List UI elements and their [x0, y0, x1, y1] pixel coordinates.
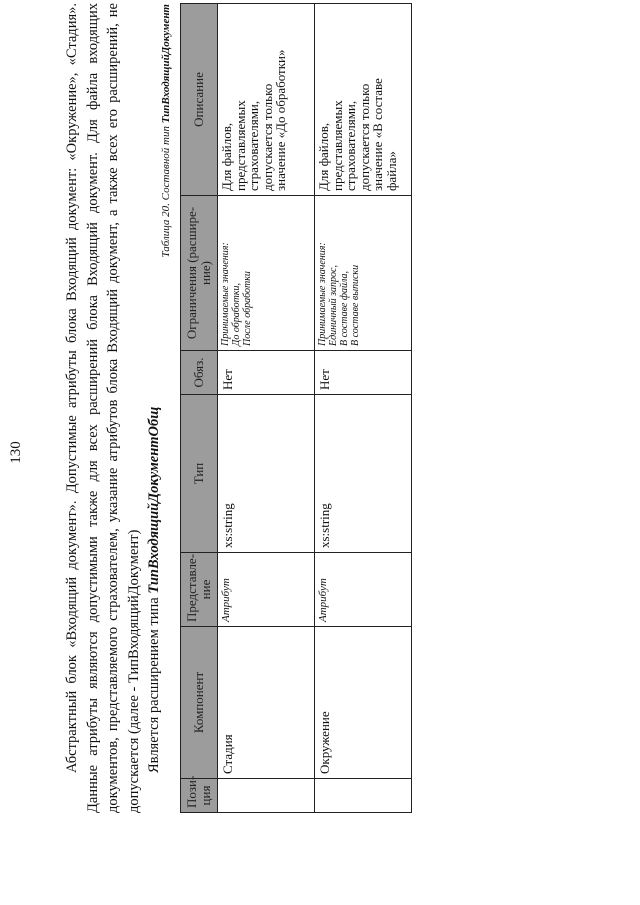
table-caption-prefix: Таблица 20. Составной тип — [160, 126, 172, 258]
cell-description — [218, 4, 315, 196]
cell-type: xs:string — [218, 395, 315, 553]
restriction-line: В составе файла, — [339, 271, 350, 346]
page-number: 130 — [8, 441, 24, 464]
description-line: страхователями, — [343, 100, 358, 191]
description-line: Для файлов, — [316, 122, 331, 191]
cell-restrictions — [315, 196, 412, 351]
intro-paragraph: Абстрактный блок «Входящий документ». Допустимые атрибуты блока Входящий документ: «Окружение», «Стадия». Данные атрибуты являются допустимыми также для всех расширений блока Входящий документ. Для файла входящих документов, представляемого страхователем, указание атрибутов блока Входящий документ, а также всех его расширений, не допускается (далее - ТипВходящийДокумент) — [64, 3, 142, 813]
header-required: Обяз. — [181, 351, 218, 395]
restriction-line: В составе выписки — [350, 264, 361, 346]
cell-restrictions — [218, 196, 315, 351]
cell-representation: Атрибут — [315, 553, 412, 627]
cell-component: Стадия — [218, 627, 315, 779]
header-restrictions: Ограничения (расшире-ние) — [181, 196, 218, 351]
cell-position — [315, 779, 412, 813]
header-representation: Представле-ние — [181, 553, 218, 627]
cell-required: Нет — [315, 351, 412, 395]
extension-prefix: Является расширением типа — [146, 597, 162, 773]
description-line: Для файлов, — [219, 122, 234, 191]
table-header-row — [181, 4, 218, 813]
restriction-line: Принимаемые значения: — [220, 242, 231, 346]
description-line: допускается только — [259, 83, 275, 191]
table-caption-type-name: ТипВходящийДокумент — [160, 4, 172, 124]
description-line: представляемых — [329, 100, 345, 191]
description-line: допускается только — [356, 83, 372, 191]
cell-type: xs:string — [315, 395, 412, 553]
table-row — [315, 4, 412, 813]
header-component: Компонент — [181, 627, 218, 779]
cell-description — [315, 4, 412, 196]
cell-component: Окружение — [315, 627, 412, 779]
cell-required: Нет — [218, 351, 315, 395]
extension-type-name: ТипВходящийДокументОбщ — [146, 406, 162, 594]
cell-position — [218, 779, 315, 813]
description-line: представляемых — [232, 100, 248, 191]
extension-line — [146, 407, 163, 773]
restriction-line: Единичный запрос, — [328, 265, 339, 346]
restriction-line: Принимаемые значения: — [317, 242, 328, 346]
description-line: значение «До обработки» — [273, 49, 288, 191]
composite-type-table — [180, 3, 412, 813]
table-row — [218, 4, 315, 813]
table-caption — [160, 4, 172, 385]
description-line: значение «В составе — [370, 78, 385, 191]
header-position: Пози-ция — [181, 779, 218, 813]
restriction-line: После обработки — [242, 271, 253, 346]
description-line: файла» — [383, 151, 399, 191]
header-description: Описание — [181, 4, 218, 196]
description-line: страхователями, — [246, 100, 261, 191]
restriction-line: До обработки, — [231, 282, 242, 346]
header-type: Тип — [181, 395, 218, 553]
cell-representation: Атрибут — [218, 553, 315, 627]
